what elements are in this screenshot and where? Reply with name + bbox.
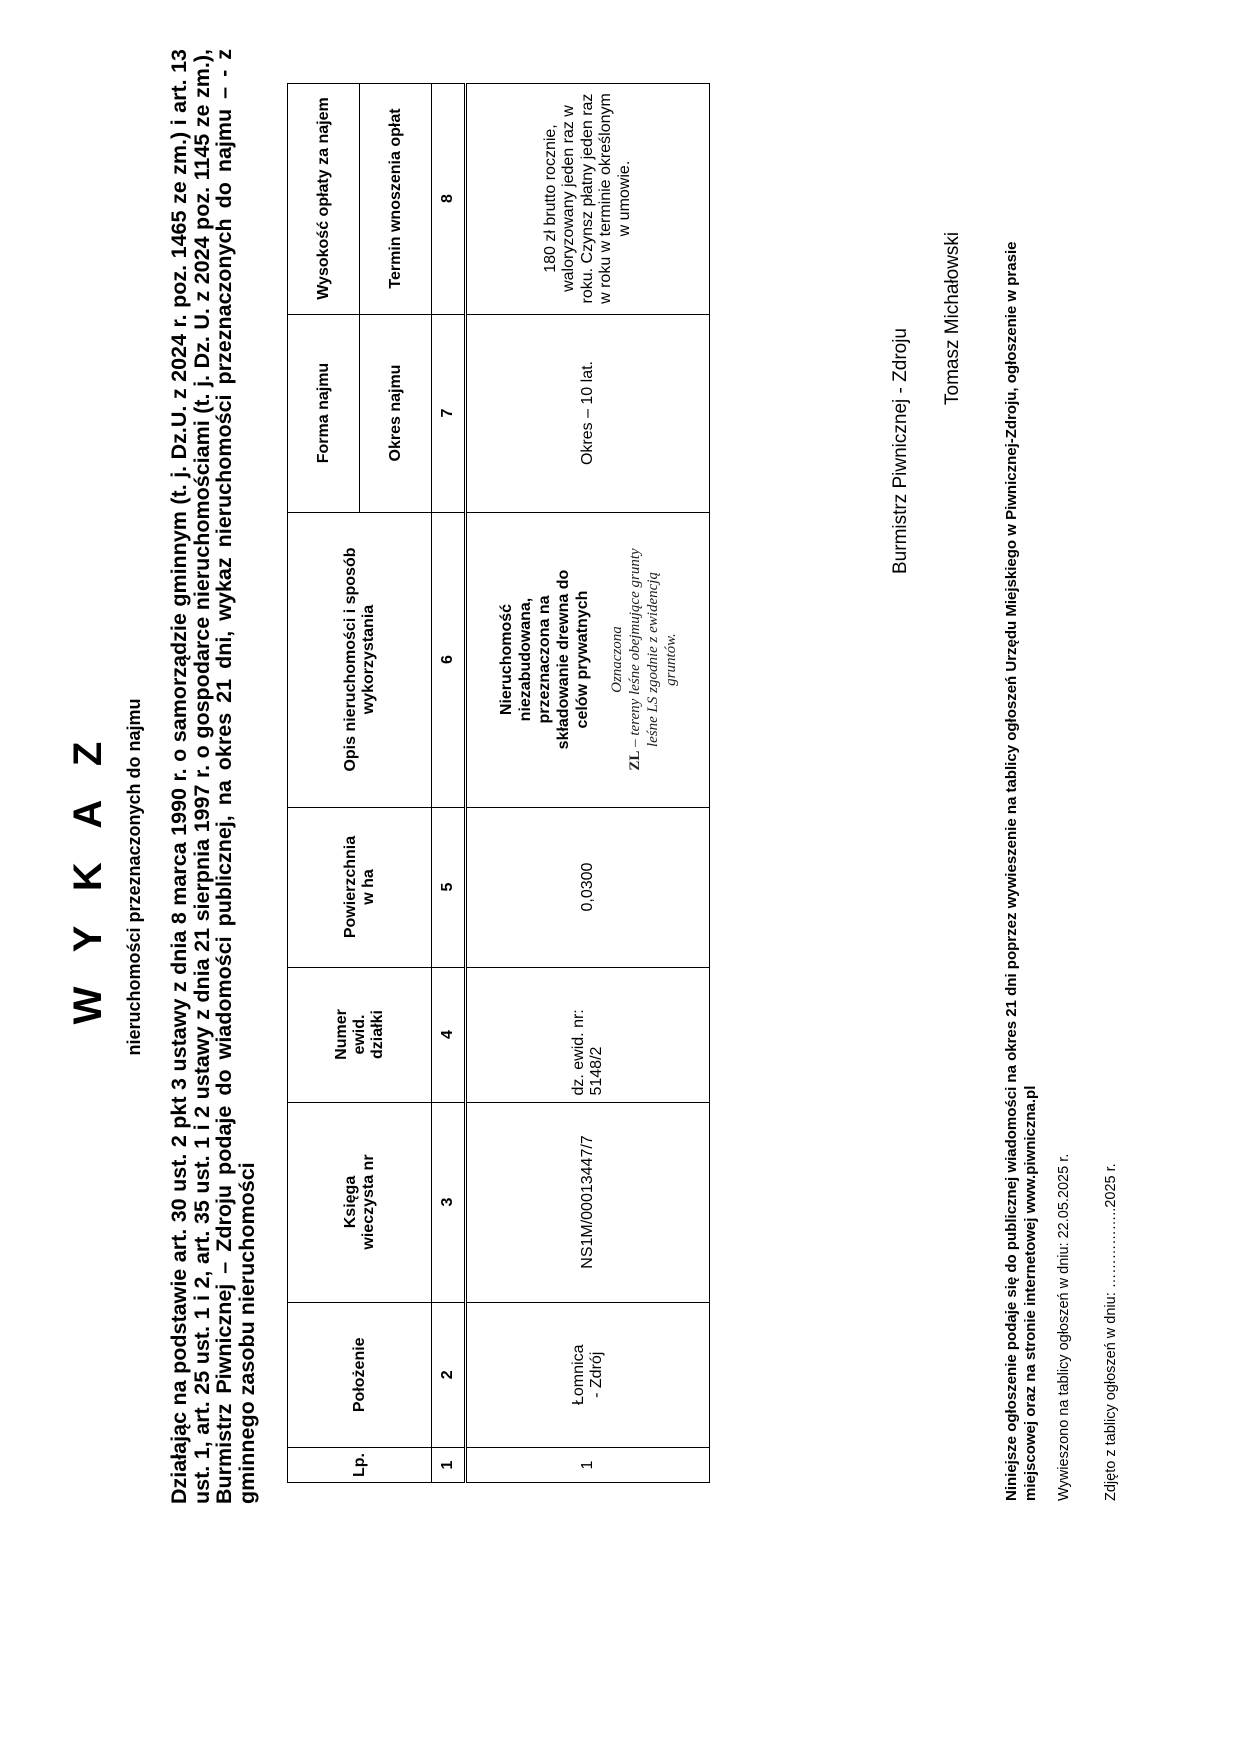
- document-subtitle: nieruchomości przeznaczonych do najmu: [124, 698, 144, 1056]
- col-number: 2: [432, 1302, 466, 1447]
- header-opis: Opis nieruchomości i sposób wykorzystania: [288, 512, 432, 807]
- cell-lp: 1: [466, 1448, 710, 1483]
- cell-oplata: 180 zł brutto rocznie, waloryzowany jeden raz w roku. Czynsz płatny jeden raz w roku w terminie określonym w umowie.: [466, 83, 710, 314]
- footer-notice: Niniejsze ogłoszenie podaje się do publicznej wiadomości na okres 21 dni poprzez wywieszenie na tablicy ogłoszeń Urzędu Miejskiego w Piwnicznej-Zdroju, ogłoszenie w prasie miejscowej oraz na stronie internetowej www.piwniczna.pl: [1003, 241, 1039, 1501]
- col-number: 3: [432, 1102, 466, 1302]
- cell-opis: [466, 512, 710, 807]
- header-termin: Termin wnoszenia opłat: [360, 83, 432, 314]
- description-note-text: – tereny leśne obejmujące grunty leśne LS zgodnie z ewidencją gruntów.: [626, 548, 679, 748]
- cell-numer: dz. ewid. nr: 5148/2: [466, 967, 710, 1102]
- description-main: Nieruchomość niezabudowana, przeznaczona na składowanie drewna do celów prywatnych: [497, 569, 591, 750]
- signer-title: Burmistrz Piwnicznej - Zdroju: [890, 328, 911, 574]
- cell-okres: Okres – 10 lat.: [466, 314, 710, 512]
- posted-date: Wywieszono na tablicy ogłoszeń w dniu: 22.05.2025 r.: [1056, 1153, 1072, 1501]
- header-oplata: Wysokość opłaty za najem: [288, 83, 360, 314]
- land-code: ZL: [626, 750, 643, 771]
- header-powierzchnia: Powierzchnia w ha: [288, 807, 432, 967]
- cell-polozenie: Łomnica - Zdrój: [466, 1302, 710, 1447]
- header-lp: Lp.: [288, 1448, 432, 1483]
- header-okres: Okres najmu: [360, 314, 432, 512]
- intro-paragraph: Działając na podstawie art. 30 ust. 2 pkt 3 ustawy z dnia 8 marca 1990 r. o samorządzie gminnym (t. j. Dz.U. z 2024 r. poz. 1465 ze zm.) i art. 13 ust. 1, art. 25 ust. 1 i 2, art. 35 ust. 1 i 2 ustawy z dnia 21 sierpnia 1997 r. o gospodarce nieruchomościami (t. j. Dz. U. z 2024 poz. 1145 ze zm.), Burmistrz Piwnicznej – Zdroju podaje do wiadomości publicznej, na okres 21 dni, wykaz nieruchomości przeznaczonych do najmu – - z gminnego zasobu nieruchomości: [167, 49, 259, 1504]
- col-number: 8: [432, 83, 466, 314]
- removed-date: Zdjęto z tablicy ogłoszeń w dniu: ……………..2025 r.: [1103, 1163, 1119, 1501]
- header-polozenie: Położenie: [288, 1302, 432, 1447]
- col-number: 7: [432, 314, 466, 512]
- signer-name: Tomasz Michałowski: [942, 231, 963, 405]
- table-row: [466, 83, 710, 1482]
- header-forma: Forma najmu: [288, 314, 360, 512]
- description-note: [608, 547, 680, 773]
- col-number: 4: [432, 967, 466, 1102]
- header-numer: Numer ewid. działki: [288, 967, 432, 1102]
- col-number: 5: [432, 807, 466, 967]
- document-title: W Y K A Z: [66, 729, 110, 1025]
- cell-powierzchnia: 0,0300: [466, 807, 710, 967]
- col-number: 1: [432, 1448, 466, 1483]
- col-number: 6: [432, 512, 466, 807]
- description-note-lead: Oznaczona: [608, 626, 625, 693]
- header-ksiega: Księga wieczysta nr: [288, 1102, 432, 1302]
- cell-ksiega: NS1M/00013447/7: [466, 1102, 710, 1302]
- property-table: [287, 83, 710, 1483]
